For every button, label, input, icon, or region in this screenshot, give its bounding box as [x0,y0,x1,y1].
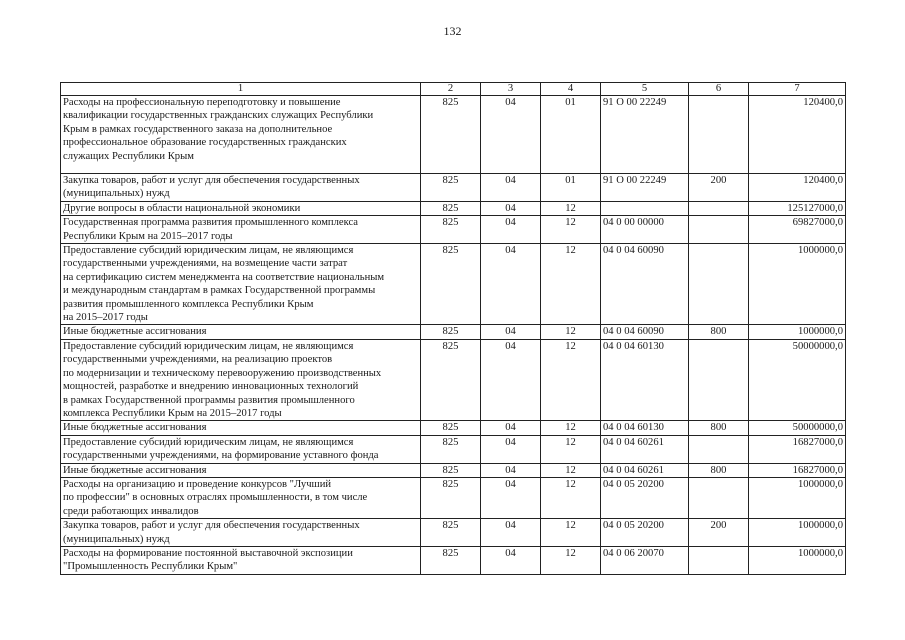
cell-section: 04 [481,325,541,339]
cell-subsection: 12 [541,339,601,420]
cell-ministry-code: 825 [421,96,481,174]
column-header-7: 7 [749,83,846,96]
cell-section: 04 [481,463,541,477]
column-header-1: 1 [61,83,421,96]
cell-ministry-code: 825 [421,546,481,574]
cell-expense-type: 200 [689,174,749,202]
column-header-6: 6 [689,83,749,96]
cell-target-article: 04 0 05 20200 [601,477,689,518]
cell-section: 04 [481,546,541,574]
cell-ministry-code: 825 [421,216,481,244]
cell-target-article: 04 0 05 20200 [601,519,689,547]
cell-ministry-code: 825 [421,477,481,518]
cell-ministry-code: 825 [421,435,481,463]
cell-ministry-code: 825 [421,463,481,477]
cell-target-article: 04 0 00 00000 [601,216,689,244]
column-header-2: 2 [421,83,481,96]
cell-target-article: 91 О 00 22249 [601,174,689,202]
cell-amount: 50000000,0 [749,421,846,435]
cell-subsection: 12 [541,421,601,435]
cell-target-article: 04 0 04 60130 [601,421,689,435]
cell-amount: 125127000,0 [749,201,846,215]
row-description: Расходы на организацию и проведение конкурсов "Лучший по профессии" в основных отраслях промышленности, в том числе среди работающих инвалидов [61,477,421,518]
row-description: Иные бюджетные ассигнования [61,325,421,339]
cell-section: 04 [481,244,541,325]
cell-subsection: 12 [541,477,601,518]
cell-subsection: 01 [541,174,601,202]
cell-subsection: 12 [541,546,601,574]
cell-section: 04 [481,216,541,244]
cell-target-article: 04 0 04 60261 [601,435,689,463]
cell-ministry-code: 825 [421,421,481,435]
row-description: Расходы на профессиональную переподготовку и повышение квалификации государственных гражданских служащих Республики Крым в рамках государственного заказа на дополнительное профессиональное образование государственных гражданских служащих Республики Крым [61,96,421,174]
cell-target-article: 04 0 04 60090 [601,325,689,339]
cell-subsection: 12 [541,325,601,339]
cell-expense-type: 200 [689,519,749,547]
cell-target-article [601,201,689,215]
cell-target-article: 04 0 06 20070 [601,546,689,574]
cell-expense-type: 800 [689,325,749,339]
cell-amount: 120400,0 [749,174,846,202]
cell-expense-type [689,435,749,463]
cell-section: 04 [481,519,541,547]
table-row [61,463,846,477]
cell-subsection: 12 [541,463,601,477]
cell-section: 04 [481,174,541,202]
cell-expense-type [689,477,749,518]
cell-section: 04 [481,339,541,420]
cell-subsection: 12 [541,216,601,244]
table-row [61,244,846,325]
cell-section: 04 [481,421,541,435]
cell-amount: 120400,0 [749,96,846,174]
cell-amount: 1000000,0 [749,519,846,547]
cell-amount: 1000000,0 [749,325,846,339]
table-row [61,325,846,339]
cell-ministry-code: 825 [421,325,481,339]
table-row [61,339,846,420]
row-description: Государственная программа развития промышленного комплекса Республики Крым на 2015–2017 годы [61,216,421,244]
row-description: Предоставление субсидий юридическим лицам, не являющимся государственными учреждениями, на возмещение части затрат на сертификацию систем менеджмента на соответствие национальным и международным стандартам в рамках Государственной программы развития промышленного комплекса Республики Крым на 2015–2017 годы [61,244,421,325]
row-description: Закупка товаров, работ и услуг для обеспечения государственных (муниципальных) нужд [61,519,421,547]
row-description: Закупка товаров, работ и услуг для обеспечения государственных (муниципальных) нужд [61,174,421,202]
table-row [61,477,846,518]
cell-target-article: 04 0 04 60090 [601,244,689,325]
table-row [61,96,846,174]
cell-amount: 69827000,0 [749,216,846,244]
table-row [61,435,846,463]
page-number: 132 [443,24,462,38]
table-row [61,421,846,435]
row-description: Предоставление субсидий юридическим лицам, не являющимся государственными учреждениями, на формирование уставного фонда [61,435,421,463]
cell-subsection: 12 [541,435,601,463]
cell-expense-type: 800 [689,421,749,435]
cell-amount: 16827000,0 [749,435,846,463]
row-description: Другие вопросы в области национальной экономики [61,201,421,215]
cell-section: 04 [481,477,541,518]
cell-expense-type [689,201,749,215]
column-header-4: 4 [541,83,601,96]
cell-section: 04 [481,201,541,215]
table-row [61,201,846,215]
row-description: Иные бюджетные ассигнования [61,421,421,435]
cell-target-article: 04 0 04 60261 [601,463,689,477]
cell-expense-type [689,244,749,325]
cell-expense-type: 800 [689,463,749,477]
cell-amount: 50000000,0 [749,339,846,420]
cell-expense-type [689,96,749,174]
cell-subsection: 01 [541,96,601,174]
table-row [61,519,846,547]
table-row [61,216,846,244]
cell-subsection: 12 [541,244,601,325]
cell-amount: 1000000,0 [749,244,846,325]
column-header-3: 3 [481,83,541,96]
cell-expense-type [689,546,749,574]
cell-expense-type [689,216,749,244]
budget-table [60,82,846,575]
cell-ministry-code: 825 [421,174,481,202]
cell-section: 04 [481,96,541,174]
cell-subsection: 12 [541,201,601,215]
cell-subsection: 12 [541,519,601,547]
row-description: Расходы на формирование постоянной выставочной экспозиции "Промышленность Республики Крым" [61,546,421,574]
cell-amount: 1000000,0 [749,477,846,518]
row-description: Иные бюджетные ассигнования [61,463,421,477]
cell-target-article: 04 0 04 60130 [601,339,689,420]
cell-ministry-code: 825 [421,201,481,215]
row-description: Предоставление субсидий юридическим лицам, не являющимся государственными учреждениями, на реализацию проектов по модернизации и техническому перевооружению производственных мощностей, разработке и внедрению инновационных технологий в рамках Государственной программы развития промышленного комплекса Республики Крым на 2015–2017 годы [61,339,421,420]
cell-ministry-code: 825 [421,244,481,325]
table-body [61,96,846,575]
cell-target-article: 91 О 00 22249 [601,96,689,174]
column-header-5: 5 [601,83,689,96]
cell-ministry-code: 825 [421,519,481,547]
cell-amount: 16827000,0 [749,463,846,477]
cell-ministry-code: 825 [421,339,481,420]
table-row [61,546,846,574]
cell-section: 04 [481,435,541,463]
cell-expense-type [689,339,749,420]
table-row [61,174,846,202]
cell-amount: 1000000,0 [749,546,846,574]
header-row [61,83,846,96]
